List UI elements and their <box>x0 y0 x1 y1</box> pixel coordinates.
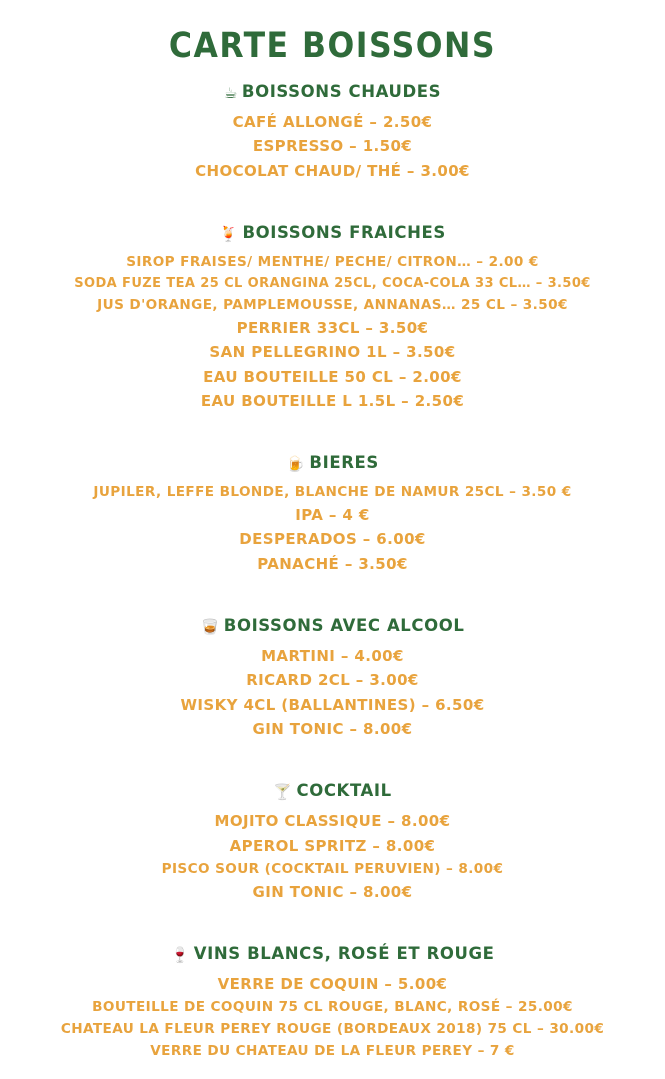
beer-icon: 🍺 <box>286 455 306 474</box>
menu-item: GIN TONIC – 8.00€ <box>252 882 413 901</box>
section-heading-label: BOISSONS CHAUDES <box>241 82 442 101</box>
menu-item: SIROP FRAISES/ MENTHE/ PECHE/ CITRON… – 2.00 € <box>126 253 539 270</box>
section-divider <box>12 578 653 600</box>
menu-item: CHOCOLAT CHAUD/ THÉ – 3.00€ <box>195 161 470 180</box>
section-boissons-avec-alcool <box>12 616 653 741</box>
hot-coffee-icon: ☕ <box>223 84 238 102</box>
section-heading <box>12 223 653 243</box>
section-heading <box>12 781 653 801</box>
section-heading <box>12 453 653 473</box>
section-divider <box>12 743 653 765</box>
menu-item: CHATEAU LA FLEUR PEREY ROUGE (BORDEAUX 2018) 75 CL – 30.00€ <box>60 1021 605 1038</box>
section-heading-label: BIERES <box>309 453 379 473</box>
section-heading-label: COCKTAIL <box>296 781 392 801</box>
section-vins <box>12 944 653 1062</box>
section-heading-label: VINS BLANCS, ROSÉ ET ROUGE <box>193 944 495 964</box>
section-heading <box>12 82 653 102</box>
menu-item: VERRE DU CHATEAU DE LA FLEUR PEREY – 7 € <box>150 1043 515 1060</box>
wine-glass-icon: 🍷 <box>170 946 190 965</box>
menu-item: APEROL SPRITZ – 8.00€ <box>229 836 436 855</box>
menu-item: VERRE DE COQUIN – 5.00€ <box>217 975 448 994</box>
menu-item: GIN TONIC – 8.00€ <box>252 719 413 738</box>
menu-item: RICARD 2CL – 3.00€ <box>246 671 419 690</box>
menu-item: ESPRESSO – 1.50€ <box>252 137 413 156</box>
menu-item: IPA – 4 € <box>295 506 370 525</box>
section-heading-label: BOISSONS AVEC ALCOOL <box>223 616 465 636</box>
section-bieres <box>12 453 653 576</box>
section-divider <box>12 906 653 928</box>
section-boissons-chaudes <box>12 82 653 183</box>
section-boissons-fraiches <box>12 223 653 413</box>
menu-item: MARTINI – 4.00€ <box>261 647 404 666</box>
menu-item: SAN PELLEGRINO 1L – 3.50€ <box>209 343 456 362</box>
menu-item: PISCO SOUR (COCKTAIL PERUVIEN) – 8.00€ <box>161 860 504 877</box>
menu-item: CAFÉ ALLONGÉ – 2.50€ <box>232 113 433 131</box>
menu-item: PANACHÉ – 3.50€ <box>257 554 408 573</box>
menu-item: PERRIER 33CL – 3.50€ <box>236 318 429 337</box>
section-divider <box>12 185 653 207</box>
whisky-glass-icon: 🥃 <box>200 618 220 637</box>
menu-item: MOJITO CLASSIQUE – 8.00€ <box>214 812 451 831</box>
section-cocktail <box>12 781 653 904</box>
menu-item: WISKY 4CL (BALLANTINES) – 6.50€ <box>180 695 485 714</box>
menu-item: EAU BOUTEILLE 50 CL – 2.00€ <box>203 367 462 386</box>
section-heading-label: BOISSONS FRAICHES <box>242 222 446 242</box>
section-heading <box>12 944 653 964</box>
menu-item: JUPILER, LEFFE BLONDE, BLANCHE DE NAMUR 25CL – 3.50 € <box>93 484 572 501</box>
page-title: CARTE BOISSONS <box>168 26 497 66</box>
menu-item: EAU BOUTEILLE L 1.5L – 2.50€ <box>200 391 465 410</box>
cocktail-glass-icon: 🍸 <box>273 783 293 802</box>
section-heading <box>12 616 653 636</box>
menu-item: JUS D'ORANGE, PAMPLEMOUSSE, ANNANAS… 25 CL – 3.50€ <box>97 296 568 313</box>
menu-item: BOUTEILLE DE COQUIN 75 CL ROUGE, BLANC, ROSÉ – 25.00€ <box>92 999 573 1016</box>
menu-item: SODA FUZE TEA 25 CL ORANGINA 25CL, COCA-COLA 33 CL… – 3.50€ <box>74 275 591 291</box>
menu-item: DESPERADOS – 6.00€ <box>239 530 426 549</box>
cold-drink-icon: 🍹 <box>219 224 239 243</box>
section-divider <box>12 415 653 437</box>
